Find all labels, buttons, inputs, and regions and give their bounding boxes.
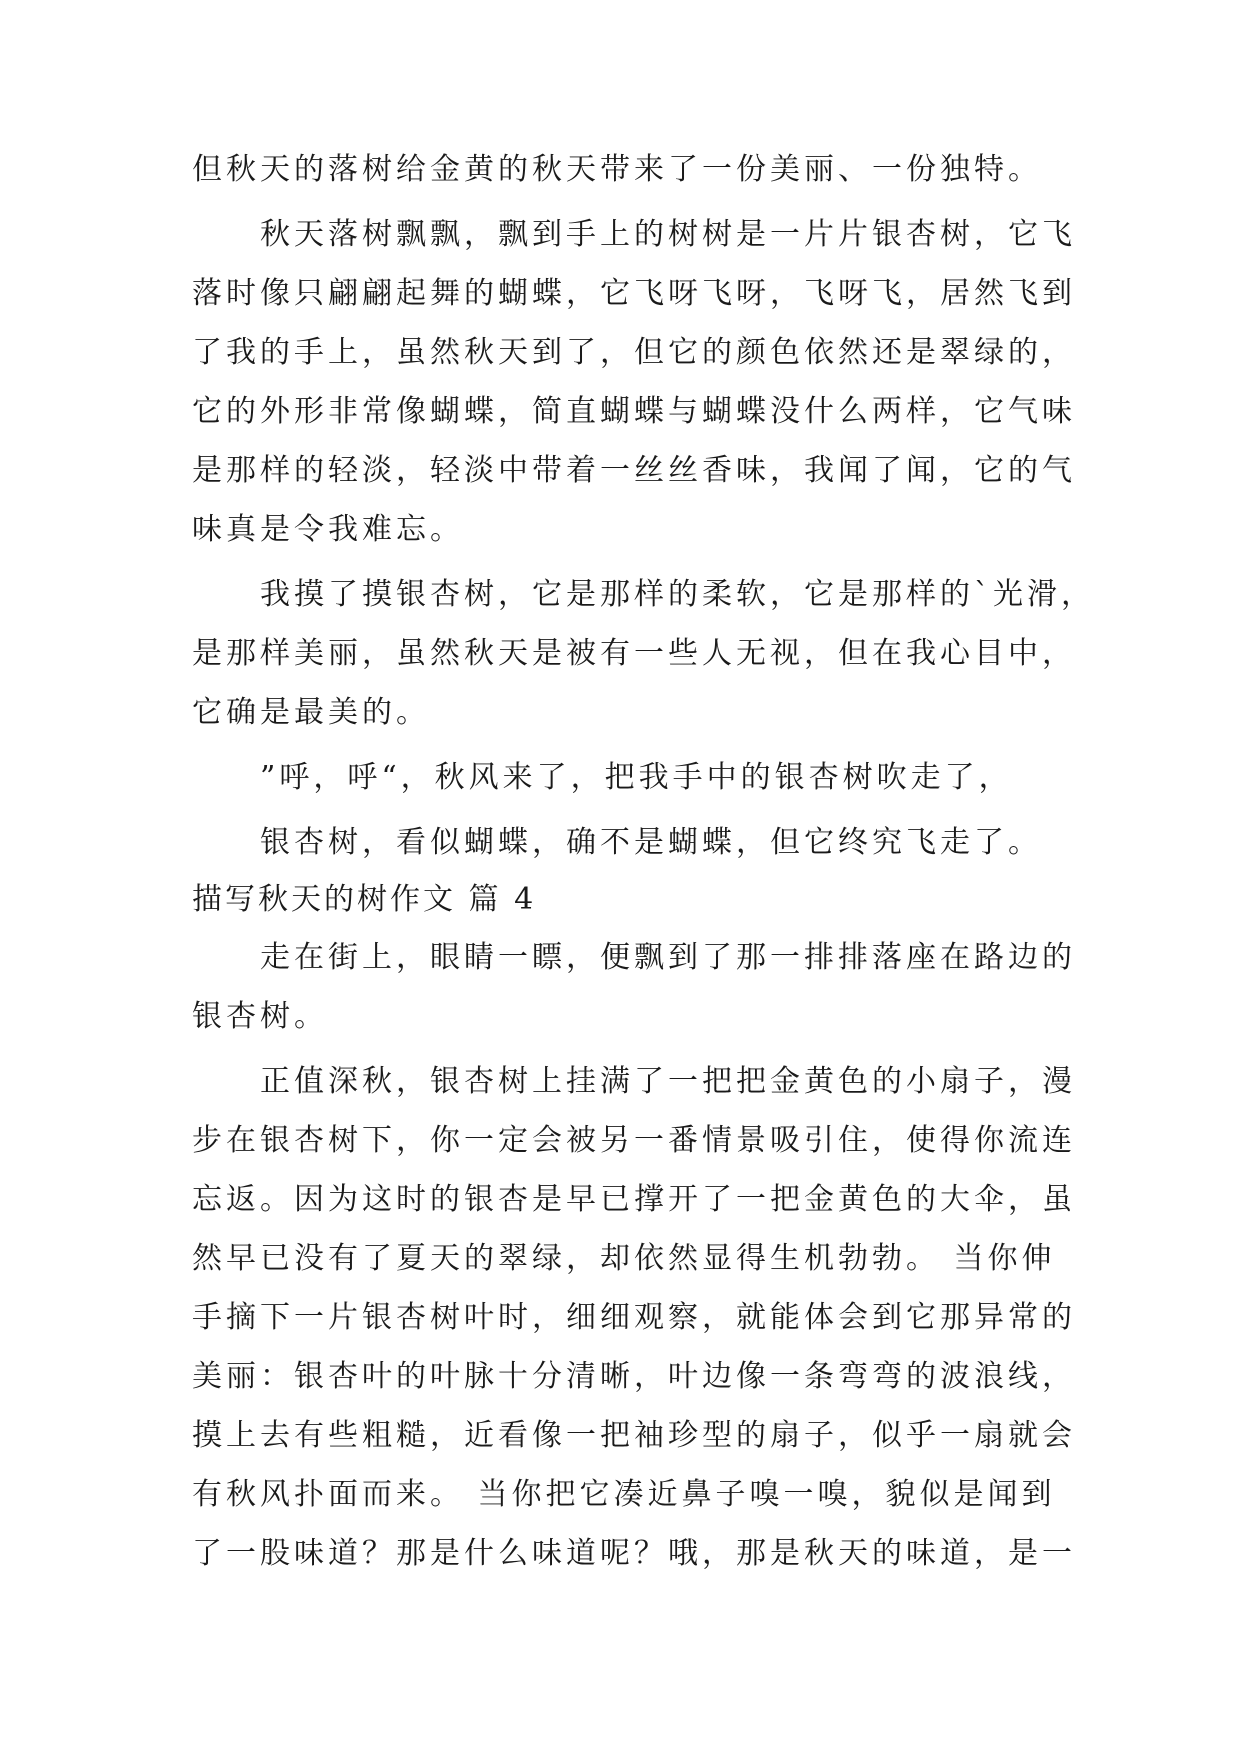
text-line: 它的外形非常像蝴蝶，简直蝴蝶与蝴蝶没什么两样，它气味: [192, 394, 1076, 429]
text-line: 是那样的轻淡，轻淡中带着一丝丝香味，我闻了闻，它的气: [192, 453, 1076, 488]
text-line: 是那样美丽，虽然秋天是被有一些人无视，但在我心目中，: [192, 636, 1076, 671]
text-line: 但秋天的落树给金黄的秋天带来了一份美丽、一份独特。: [192, 152, 1042, 187]
paragraph-start-line: 正值深秋，银杏树上挂满了一把把金黄色的小扇子，漫: [260, 1064, 1076, 1099]
paragraph-start-line: 我摸了摸银杏树，它是那样的柔软，它是那样的`光滑，: [260, 577, 1095, 612]
text-line: 手摘下一片银杏树叶时，细细观察，就能体会到它那异常的: [192, 1300, 1076, 1335]
text-line: 步在银杏树下，你一定会被另一番情景吸引住，使得你流连: [192, 1123, 1076, 1158]
text-line: 忘返。因为这时的银杏是早已撑开了一把金黄色的大伞，虽: [192, 1182, 1076, 1217]
document-page: [192, 140, 1095, 1583]
text-line: 了一股味道？那是什么味道呢？哦，那是秋天的味道，是一: [192, 1536, 1076, 1571]
text-line: 美丽：银杏叶的叶脉十分清晰，叶边像一条弯弯的波浪线，: [192, 1359, 1076, 1394]
paragraph-start-line: 秋天落树飘飘，飘到手上的树树是一片片银杏树，它飞: [260, 217, 1076, 252]
text-line: 有秋风扑面而来。 当你把它凑近鼻子嗅一嗅，貌似是闻到: [192, 1477, 1056, 1512]
text-line: 落时像只翩翩起舞的蝴蝶，它飞呀飞呀，飞呀飞，居然飞到: [192, 276, 1076, 311]
text-line: 它确是最美的。: [192, 695, 430, 730]
paragraph-start-line: 走在街上，眼睛一瞟，便飘到了那一排排落座在路边的: [260, 940, 1076, 975]
section-heading: 描写秋天的树作文 篇 4: [192, 882, 537, 917]
text-line: 味真是令我难忘。: [192, 512, 464, 547]
text-line: 银杏树。: [192, 999, 328, 1034]
paragraph-start-line: 银杏树，看似蝴蝶，确不是蝴蝶，但它终究飞走了。: [260, 825, 1042, 860]
text-line: 摸上去有些粗糙，近看像一把袖珍型的扇子，似乎一扇就会: [192, 1418, 1076, 1453]
text-line: 然早已没有了夏天的翠绿，却依然显得生机勃勃。 当你伸: [192, 1241, 1056, 1276]
text-line: 了我的手上，虽然秋天到了，但它的颜色依然还是翠绿的，: [192, 335, 1076, 370]
paragraph-start-line: ”呼，呼“，秋风来了，把我手中的银杏树吹走了，: [260, 760, 1013, 795]
